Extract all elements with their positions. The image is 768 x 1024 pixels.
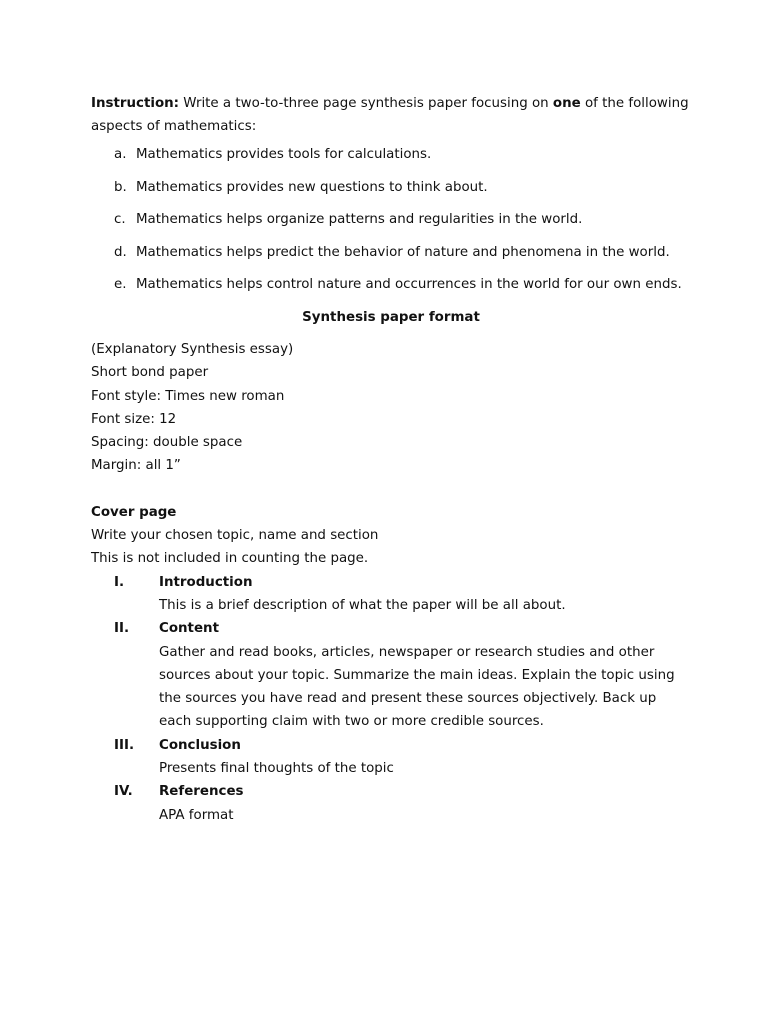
- document-page: [91, 92, 691, 827]
- cover-line: Write your chosen topic, name and section: [91, 528, 379, 544]
- format-line: (Explanatory Synthesis essay): [91, 342, 294, 357]
- section-number: II.: [114, 621, 130, 637]
- section-row: [91, 617, 691, 733]
- section-body-text: Presents final thoughts of the topic: [159, 761, 394, 777]
- instruction-text-after: of the following aspects of mathematics:: [91, 96, 689, 134]
- list-item: [91, 242, 691, 264]
- cover-page-title: Cover page: [91, 504, 177, 520]
- format-title: Synthesis paper format: [302, 310, 480, 325]
- list-item: [91, 177, 691, 199]
- list-item-text: Mathematics helps organize patterns and regularities in the world.: [136, 212, 583, 227]
- instruction-emphasis: one: [552, 96, 581, 111]
- section-body-text: APA format: [159, 807, 234, 823]
- section-body-text: Gather and read books, articles, newspaper or research studies and other sources about your topic. Summarize the main ideas. Explain the topic using the sources you have read and present these sources objectively. Back up each supporting claim with two or more credible sources.: [159, 644, 675, 730]
- list-marker: d.: [114, 244, 127, 260]
- list-item-text: Mathematics helps predict the behavior of nature and phenomena in the world.: [136, 244, 670, 260]
- section-row: [91, 571, 691, 618]
- section-row: [91, 780, 691, 827]
- list-item-text: Mathematics helps control nature and occurrences in the world for our own ends.: [136, 277, 682, 292]
- cover-page-block: [91, 501, 691, 827]
- list-item: [91, 209, 691, 231]
- section-heading: Content: [159, 621, 219, 637]
- aspect-list: [91, 144, 691, 296]
- list-marker: a.: [114, 147, 127, 162]
- section-heading: Conclusion: [159, 737, 241, 753]
- list-item-text: Mathematics provides new questions to think about.: [136, 179, 488, 195]
- format-line: Margin: all 1”: [91, 458, 181, 474]
- section-row: [91, 734, 691, 781]
- section-heading: Introduction: [159, 574, 253, 590]
- list-item: [91, 144, 691, 166]
- list-marker: e.: [114, 277, 127, 292]
- list-item-text: Mathematics provides tools for calculations.: [136, 147, 432, 162]
- section-body-text: This is a brief description of what the paper will be all about.: [159, 597, 566, 613]
- format-line: Spacing: double space: [91, 435, 243, 451]
- cover-line: This is not included in counting the page.: [91, 551, 369, 567]
- format-line: Font size: 12: [91, 411, 177, 427]
- section-heading: References: [159, 784, 244, 800]
- format-list: [91, 338, 691, 478]
- list-marker: c.: [114, 212, 126, 227]
- section-number: III.: [114, 737, 135, 753]
- format-line: Font style: Times new roman: [91, 388, 285, 404]
- instruction-paragraph: [91, 92, 691, 138]
- instruction-text-before: Write a two-to-three page synthesis paper focusing on: [179, 96, 553, 111]
- list-marker: b.: [114, 179, 127, 195]
- instruction-label: Instruction:: [91, 96, 180, 111]
- format-line: Short bond paper: [91, 365, 209, 381]
- section-number: I.: [114, 574, 125, 590]
- list-item: [91, 274, 691, 296]
- section-number: IV.: [114, 784, 133, 800]
